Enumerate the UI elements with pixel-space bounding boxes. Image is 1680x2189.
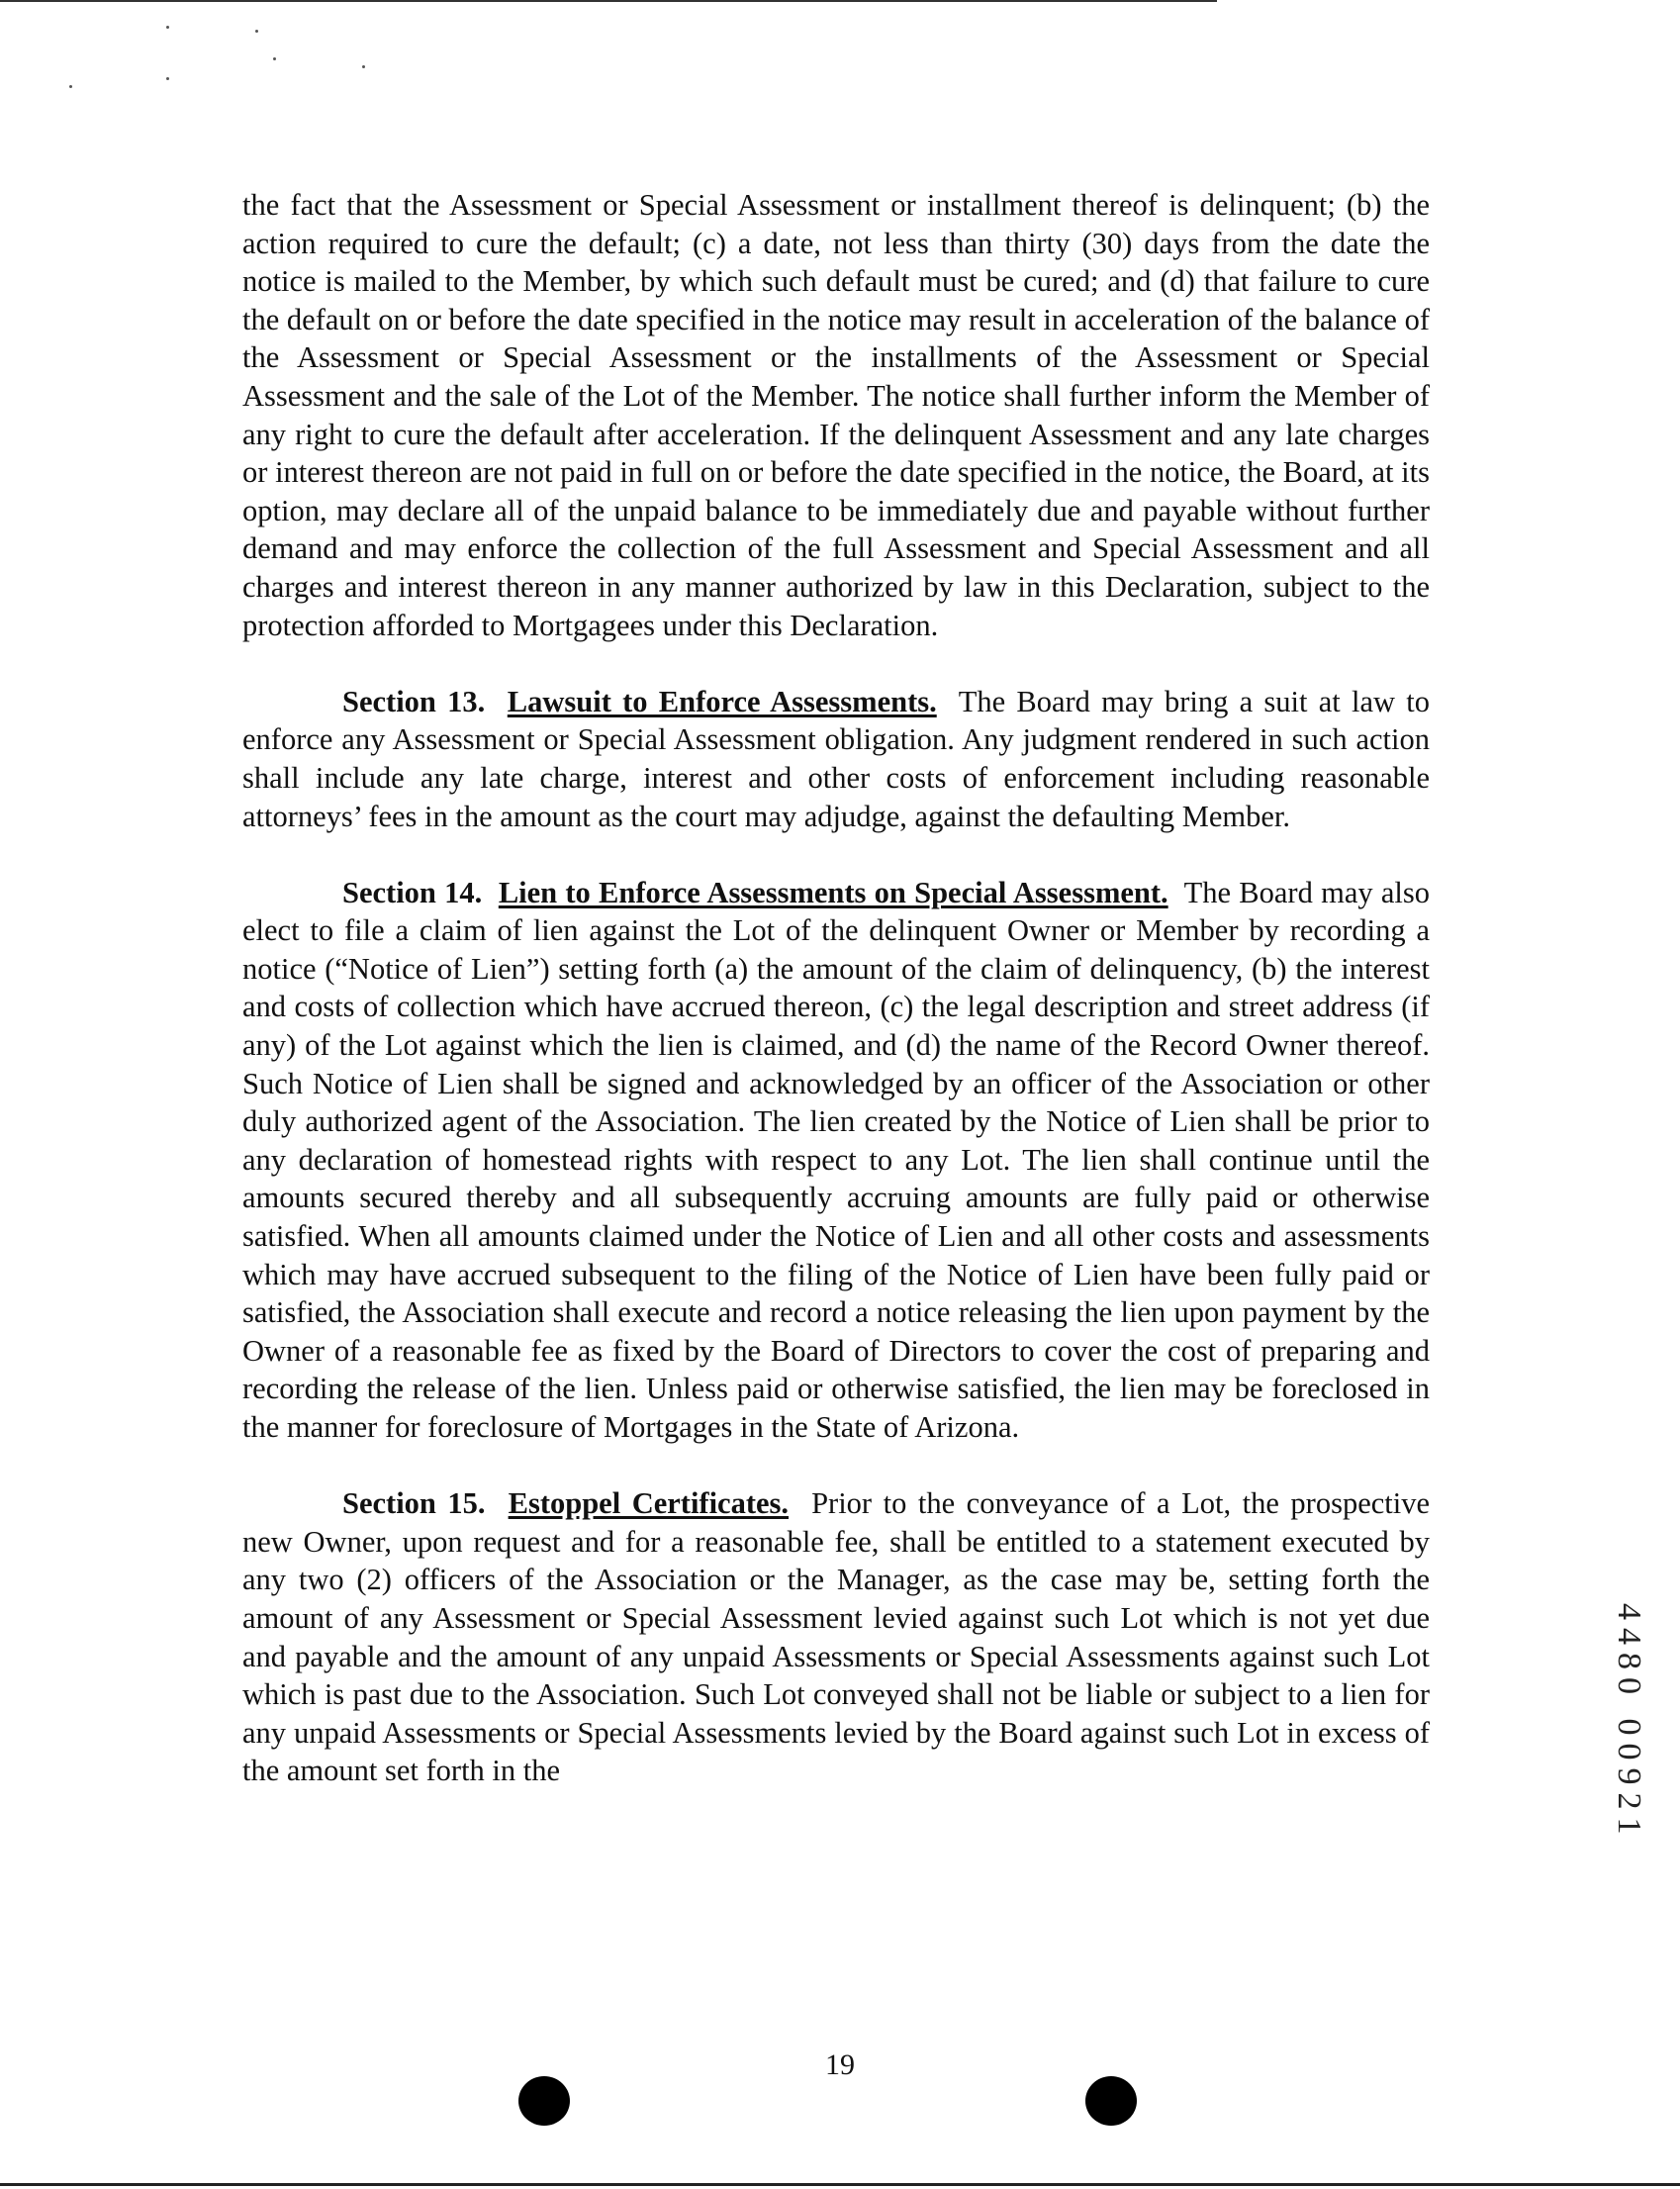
section-13	[242, 683, 1430, 835]
page-number: 19	[825, 2048, 855, 2081]
document-body	[242, 186, 1430, 1790]
scan-speck	[362, 65, 365, 68]
section-number: Section 15.	[342, 1486, 486, 1521]
section-body: Prior to the conveyance of a Lot, the prospective new Owner, upon request and for a reasonable fee, shall be entitled to a statement executed by any two (2) officers of the Association or the Manager, as the case may be, setting forth the amount of any Assessment or Special Assessment levied against such Lot which is not yet due and payable and the amount of any unpaid Assessments or Special Assessments against such Lot which is past due to the Association. Such Lot conveyed shall not be liable or subject to a lien for any unpaid Assessments or Special Assessments levied by the Board against such Lot in excess of the amount set forth in the	[242, 1486, 1431, 1788]
section-number: Section 13.	[342, 684, 486, 718]
punch-hole	[1085, 2076, 1137, 2126]
section-number: Section 14.	[342, 875, 483, 909]
scan-speck	[69, 85, 72, 88]
scan-speck	[166, 77, 169, 80]
section-body: The Board may also elect to file a claim of lien against the Lot of the delinquent Owner or Member by recording a notice (“Notice of Lien”) setting forth (a) the amount of the claim of delinquency, (b) the interest and costs of collection which have accrued thereon, (c) the legal description and street address (if any) of the Lot against which the lien is claimed, and (d) the name of the Record Owner thereof. Such Notice of Lien shall be signed and acknowledged by an officer of the Association or other duly authorized agent of the Association. The lien created by the Notice of Lien shall be prior to any declaration of homestead rights with respect to any Lot. The lien shall continue until the amounts secured thereby and all subsequently accruing amounts are fully paid or otherwise satisfied. When all amounts claimed under the Notice of Lien and all other costs and assessments which may have accrued subsequent to the filing of the Notice of Lien have been fully paid or satisfied, the Association shall execute and record a notice releasing the lien upon payment by the Owner of a reasonable fee as fixed by the Board of Directors to cover the cost of preparing and recording the release of the lien. Unless paid or otherwise satisfied, the lien may be foreclosed in the manner for foreclosure of Mortgages in the State of Arizona.	[242, 875, 1431, 1444]
section-title: Lien to Enforce Assessments on Special Assessment.	[498, 875, 1168, 909]
scan-speck	[255, 30, 258, 33]
bottom-scan-edge	[0, 2183, 1680, 2186]
continuation-paragraph: the fact that the Assessment or Special Assessment or installment thereof is delinquent; (b) the action required to cure the default; (c) a date, not less than thirty (30) days from the date the notice is mailed to the Member, by which such default must be cured; and (d) that failure to cure the default on or before the date specified in the notice may result in acceleration of the balance of the Assessment or Special Assessment or the installments of the Assessment or Special Assessment and the sale of the Lot of the Member. The notice shall further inform the Member of any right to cure the default after acceleration. If the delinquent Assessment and any late charges or interest thereon are not paid in full on or before the date specified in the notice, the Board, at its option, may declare all of the unpaid balance to be immediately due and payable without further demand and may enforce the collection of the full Assessment and Special Assessment and all charges and interest thereon in any manner authorized by law in this Declaration, subject to the protection afforded to Mortgagees under this Declaration.	[242, 188, 1430, 642]
punch-hole	[518, 2076, 570, 2126]
section-body: The Board may bring a suit at law to enforce any Assessment or Special Assessment obligation. Any judgment rendered in such action shall include any late charge, interest and other costs of enforcement including reasonable attorneys’ fees in the amount as the court may adjudge, against the defaulting Member.	[242, 684, 1430, 833]
scan-speck	[273, 57, 276, 60]
top-scan-edge	[0, 0, 1217, 2]
section-title: Lawsuit to Enforce Assessments.	[507, 684, 937, 718]
margin-recording-stamp: 4480 00921	[1611, 1603, 1647, 1843]
section-15	[242, 1484, 1430, 1790]
section-14	[242, 874, 1430, 1447]
section-title: Estoppel Certificates.	[508, 1486, 790, 1521]
scan-speck	[166, 26, 169, 29]
